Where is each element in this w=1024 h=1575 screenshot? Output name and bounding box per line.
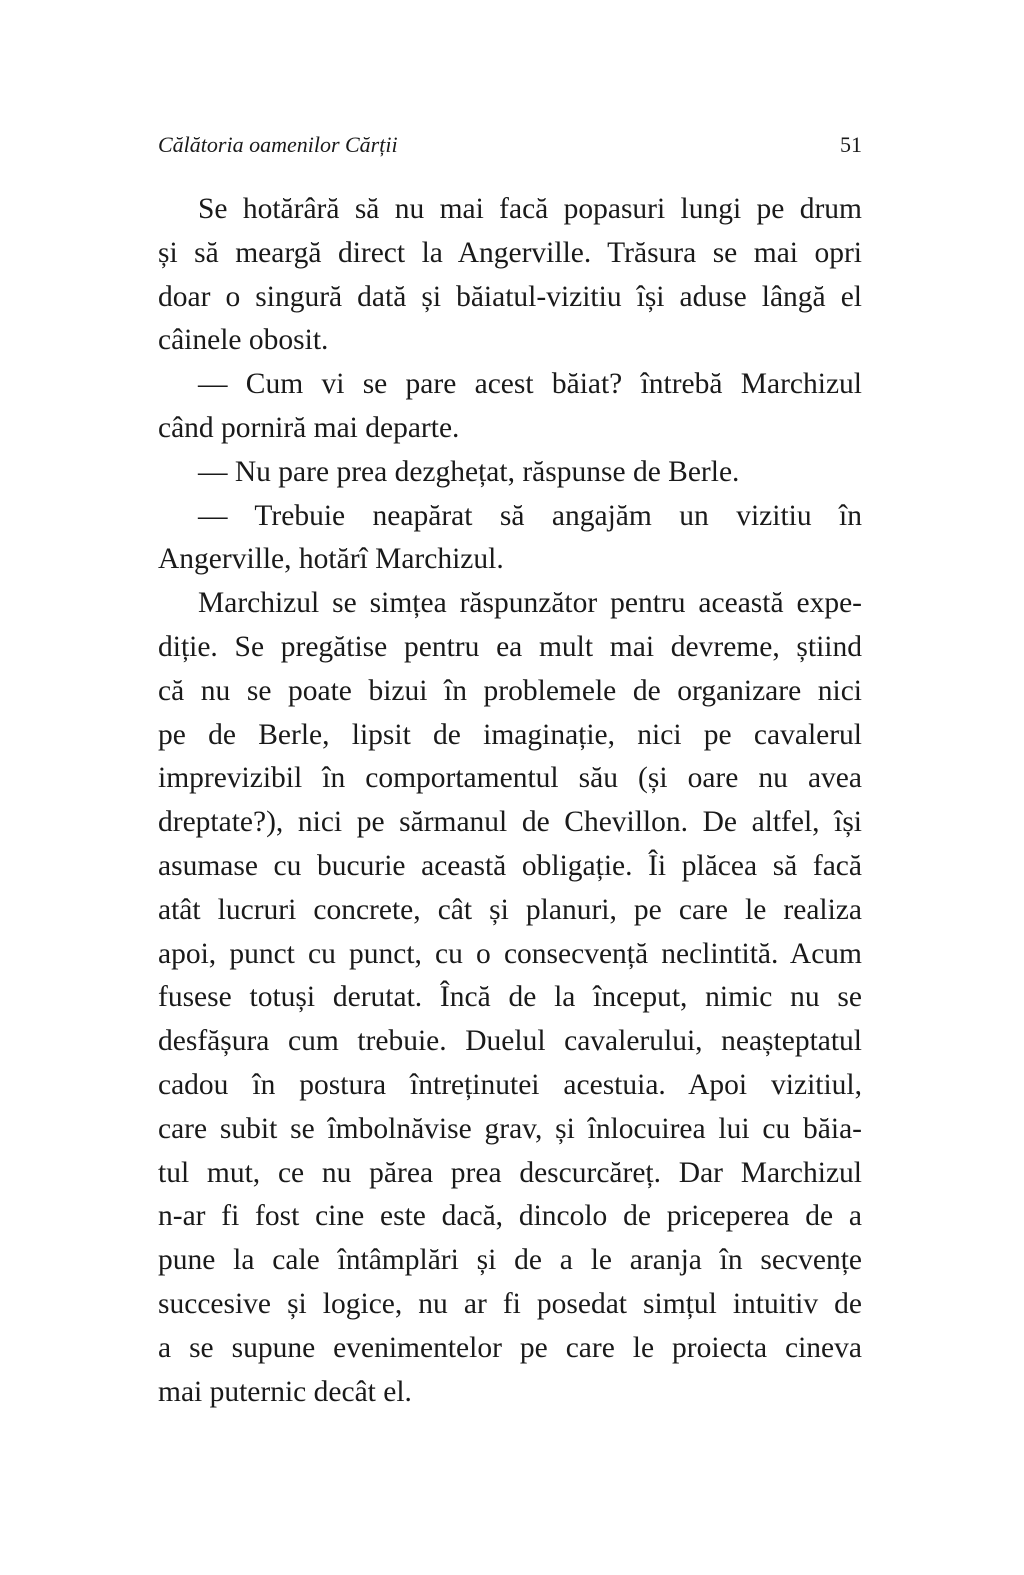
text-line: tul mut, ce nu părea prea descurcăreț. Dar Marchizul bbox=[158, 1156, 862, 1189]
text-line: și să meargă direct la Angerville. Trăsura se mai opri bbox=[158, 236, 862, 269]
paragraph bbox=[158, 582, 862, 1414]
text-line: pe de Berle, lipsit de imaginație, nici pe cavalerul bbox=[158, 718, 862, 751]
text-line: desfășura cum trebuie. Duelul cavalerului, neașteptatul bbox=[158, 1025, 862, 1058]
text-line: dreptate?), nici pe sărmanul de Chevillon. De altfel, își bbox=[158, 806, 862, 839]
text-line: — Nu pare prea dezghețat, răspunse de Berle. bbox=[198, 455, 740, 488]
paragraph bbox=[158, 495, 862, 583]
text-line: a se supune evenimentelor pe care le proiecta cineva bbox=[158, 1331, 862, 1364]
paragraph bbox=[158, 451, 862, 495]
text-line: că nu se poate bizui în problemele de organizare nici bbox=[158, 674, 862, 707]
text-line: cadou în postura întreținutei acestuia. Apoi vizitiul, bbox=[158, 1068, 862, 1101]
text-line: succesive și logice, nu ar fi posedat simțul intuitiv de bbox=[158, 1287, 862, 1320]
text-line: Angerville, hotărî Marchizul. bbox=[158, 543, 504, 576]
text-line: asumase cu bucurie această obligație. Îi plăcea să facă bbox=[158, 849, 862, 882]
paragraph bbox=[158, 188, 862, 363]
text-line: mai puternic decât el. bbox=[158, 1375, 412, 1408]
text-line: atât lucruri concrete, cât și planuri, pe care le realiza bbox=[158, 893, 862, 926]
text-line: diție. Se pregătise pentru ea mult mai devreme, știind bbox=[158, 630, 862, 663]
text-line: câinele obosit. bbox=[158, 324, 329, 357]
running-title: Călătoria oamenilor Cărții bbox=[158, 132, 398, 157]
text-line: — Trebuie neapărat să angajăm un vizitiu în bbox=[198, 499, 862, 532]
text-line: doar o singură dată și băiatul-vizitiu își aduse lângă el bbox=[158, 280, 862, 313]
text-line: fusese totuși derutat. Încă de la început, nimic nu se bbox=[158, 981, 862, 1014]
text-line: când porniră mai departe. bbox=[158, 411, 460, 444]
page-number: 51 bbox=[840, 132, 862, 157]
text-line: Se hotărâră să nu mai facă popasuri lungi pe drum bbox=[198, 193, 862, 225]
text-line: Marchizul se simțea răspunzător pentru această expe- bbox=[198, 587, 862, 620]
text-line: pune la cale întâmplări și de a le aranja în secvențe bbox=[158, 1244, 862, 1277]
text-line: n-ar fi fost cine este dacă, dincolo de priceperea de a bbox=[158, 1200, 862, 1233]
text-line: apoi, punct cu punct, cu o consecvență neclintită. Acum bbox=[158, 937, 862, 970]
paragraph bbox=[158, 363, 862, 451]
body-text bbox=[158, 188, 862, 1414]
running-header bbox=[158, 132, 862, 164]
text-line: imprevizibil în comportamentul său (și oare nu avea bbox=[158, 762, 862, 795]
text-line: care subit se îmbolnăvise grav, și înlocuirea lui cu băia- bbox=[158, 1112, 862, 1145]
text-line: — Cum vi se pare acest băiat? întrebă Marchizul bbox=[198, 368, 862, 401]
